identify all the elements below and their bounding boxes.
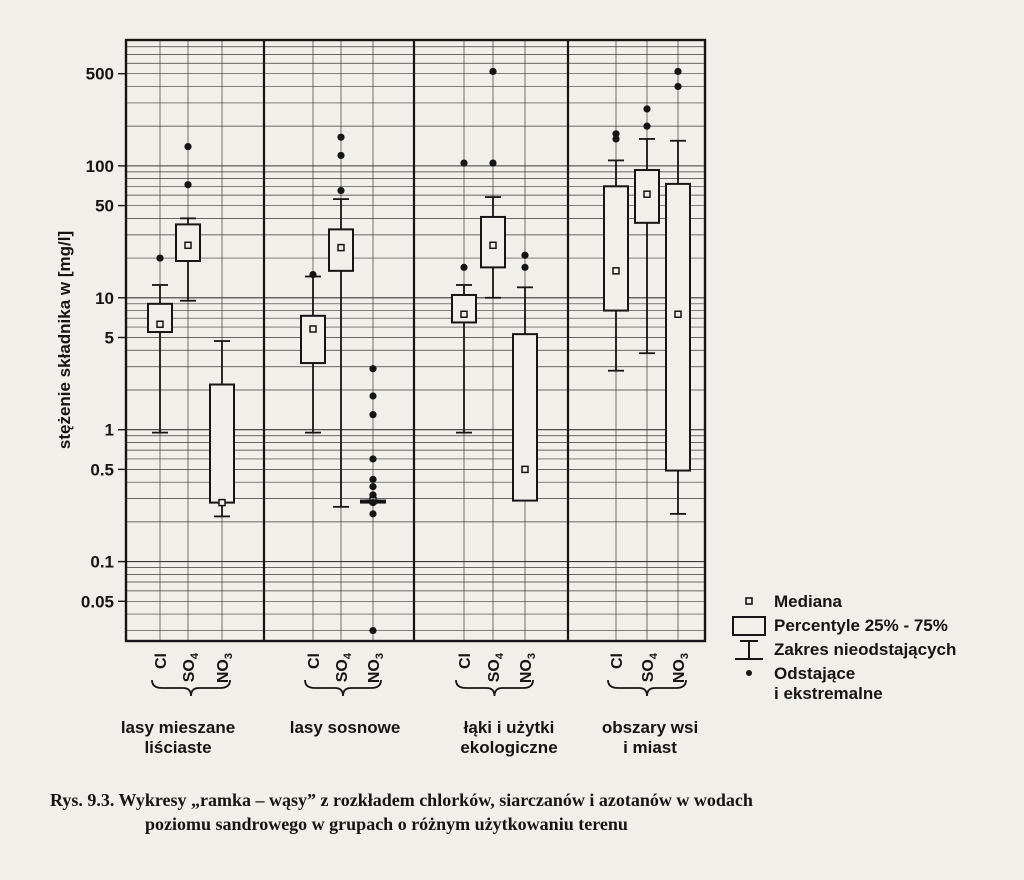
box-4-SO4 (635, 105, 659, 353)
outlier-dot-icon (732, 662, 766, 686)
median-marker (338, 245, 344, 251)
median-marker (522, 466, 528, 472)
group-label-lasy-mieszane: lasy mieszane liściaste (120, 718, 236, 757)
x-tick-label: $NO_3$ (215, 653, 235, 684)
outlier-point (489, 159, 496, 166)
group-label-laki: łąki i użytki ekologiczne (460, 718, 558, 757)
box-plots (148, 68, 690, 634)
outlier-point (643, 123, 650, 130)
box-2-SO4 (329, 134, 353, 507)
iqr-box (452, 295, 476, 322)
legend-outlier-label: Odstające (774, 664, 856, 683)
legend (732, 590, 1012, 710)
median-marker (675, 311, 681, 317)
y-tick-label: 10 (95, 288, 114, 308)
group-label-obszary: obszary wsi i miast (601, 718, 699, 757)
legend-median (732, 590, 1012, 614)
box-3-NO3 (513, 252, 537, 501)
plot-frame (126, 40, 705, 641)
legend-outlier (732, 662, 1012, 710)
box-2-Cl (301, 271, 325, 433)
outlier-point (369, 491, 376, 498)
outlier-point (337, 152, 344, 159)
y-tick-label: 100 (85, 156, 114, 176)
outlier-point (460, 159, 467, 166)
box-1-NO3 (210, 341, 234, 516)
outlier-point (184, 143, 191, 150)
outlier-point (369, 476, 376, 483)
outlier-point (674, 83, 681, 90)
x-tick-label: $SO_4$ (486, 653, 506, 683)
x-axis-labels (152, 652, 691, 696)
iqr-box (301, 316, 325, 363)
iqr-box (666, 184, 690, 471)
outlier-point (460, 264, 467, 271)
x-tick-label: $SO_4$ (640, 653, 660, 683)
outlier-point (521, 264, 528, 271)
median-marker (644, 191, 650, 197)
median-marker (613, 268, 619, 274)
grid (126, 40, 705, 641)
x-tick-label: Cl (609, 653, 626, 669)
y-tick-label: 0.5 (90, 460, 114, 480)
outlier-point (612, 130, 619, 137)
x-tick-label: $NO_3$ (518, 653, 538, 684)
outlier-point (369, 499, 376, 506)
y-tick-label: 500 (85, 64, 114, 84)
outlier-point (369, 392, 376, 399)
outlier-point (521, 252, 528, 259)
outlier-point (337, 134, 344, 141)
legend-median-label: Mediana (774, 592, 843, 611)
outlier-point (674, 68, 681, 75)
caption-line-1: Rys. 9.3. Wykresy „ramka – wąsy” z rozkładem chlorków, siarczanów i azotanów w wodach (50, 790, 753, 810)
outlier-point (369, 455, 376, 462)
x-tick-label: $NO_3$ (366, 653, 386, 684)
outlier-point (337, 187, 344, 194)
median-marker-icon (732, 590, 766, 614)
x-tick-label: $SO_4$ (334, 653, 354, 683)
iqr-box (513, 334, 537, 500)
outlier-point (309, 271, 316, 278)
x-tick-label: $SO_4$ (181, 653, 201, 683)
x-tick-label: Cl (306, 653, 323, 669)
x-tick-label: Cl (457, 653, 474, 669)
box-icon (732, 614, 766, 638)
y-tick-label: 1 (104, 420, 114, 440)
figure-caption (50, 788, 990, 836)
median-marker (157, 321, 163, 327)
outlier-point (489, 68, 496, 75)
legend-box (732, 614, 1012, 638)
legend-whisker-label: Zakres nieodstających (774, 640, 957, 659)
y-tick-label: 0.05 (80, 592, 114, 612)
outlier-point (369, 627, 376, 634)
iqr-box (604, 186, 628, 310)
outlier-point (369, 510, 376, 517)
outlier-point (369, 411, 376, 418)
outlier-point (369, 365, 376, 372)
y-tick-label: 50 (95, 196, 114, 216)
median-marker (490, 242, 496, 248)
caption-line-2: poziomu sandrowego w grupach o różnym użytkowaniu terenu (145, 814, 628, 834)
y-tick-label: 0.1 (90, 552, 114, 572)
median-marker (185, 242, 191, 248)
y-axis-ticks (81, 65, 126, 612)
legend-whisker (732, 638, 1012, 662)
outlier-point (369, 483, 376, 490)
x-tick-label: Cl (153, 653, 170, 669)
iqr-box (210, 385, 234, 503)
x-tick-label: $NO_3$ (671, 653, 691, 684)
outlier-point (184, 181, 191, 188)
outlier-point (156, 254, 163, 261)
legend-box-label: Percentyle 25% - 75% (774, 616, 948, 635)
median-marker (461, 311, 467, 317)
legend-outlier-label-2: i ekstremalne (774, 684, 883, 703)
y-tick-label: 5 (104, 328, 114, 348)
y-axis-label: stężenie składnika w [mg/l] (55, 230, 74, 450)
whisker-icon (732, 638, 766, 662)
median-marker (310, 326, 316, 332)
median-marker (219, 500, 225, 506)
group-label-lasy-sosnowe: lasy sosnowe (289, 718, 401, 737)
outlier-point (643, 105, 650, 112)
